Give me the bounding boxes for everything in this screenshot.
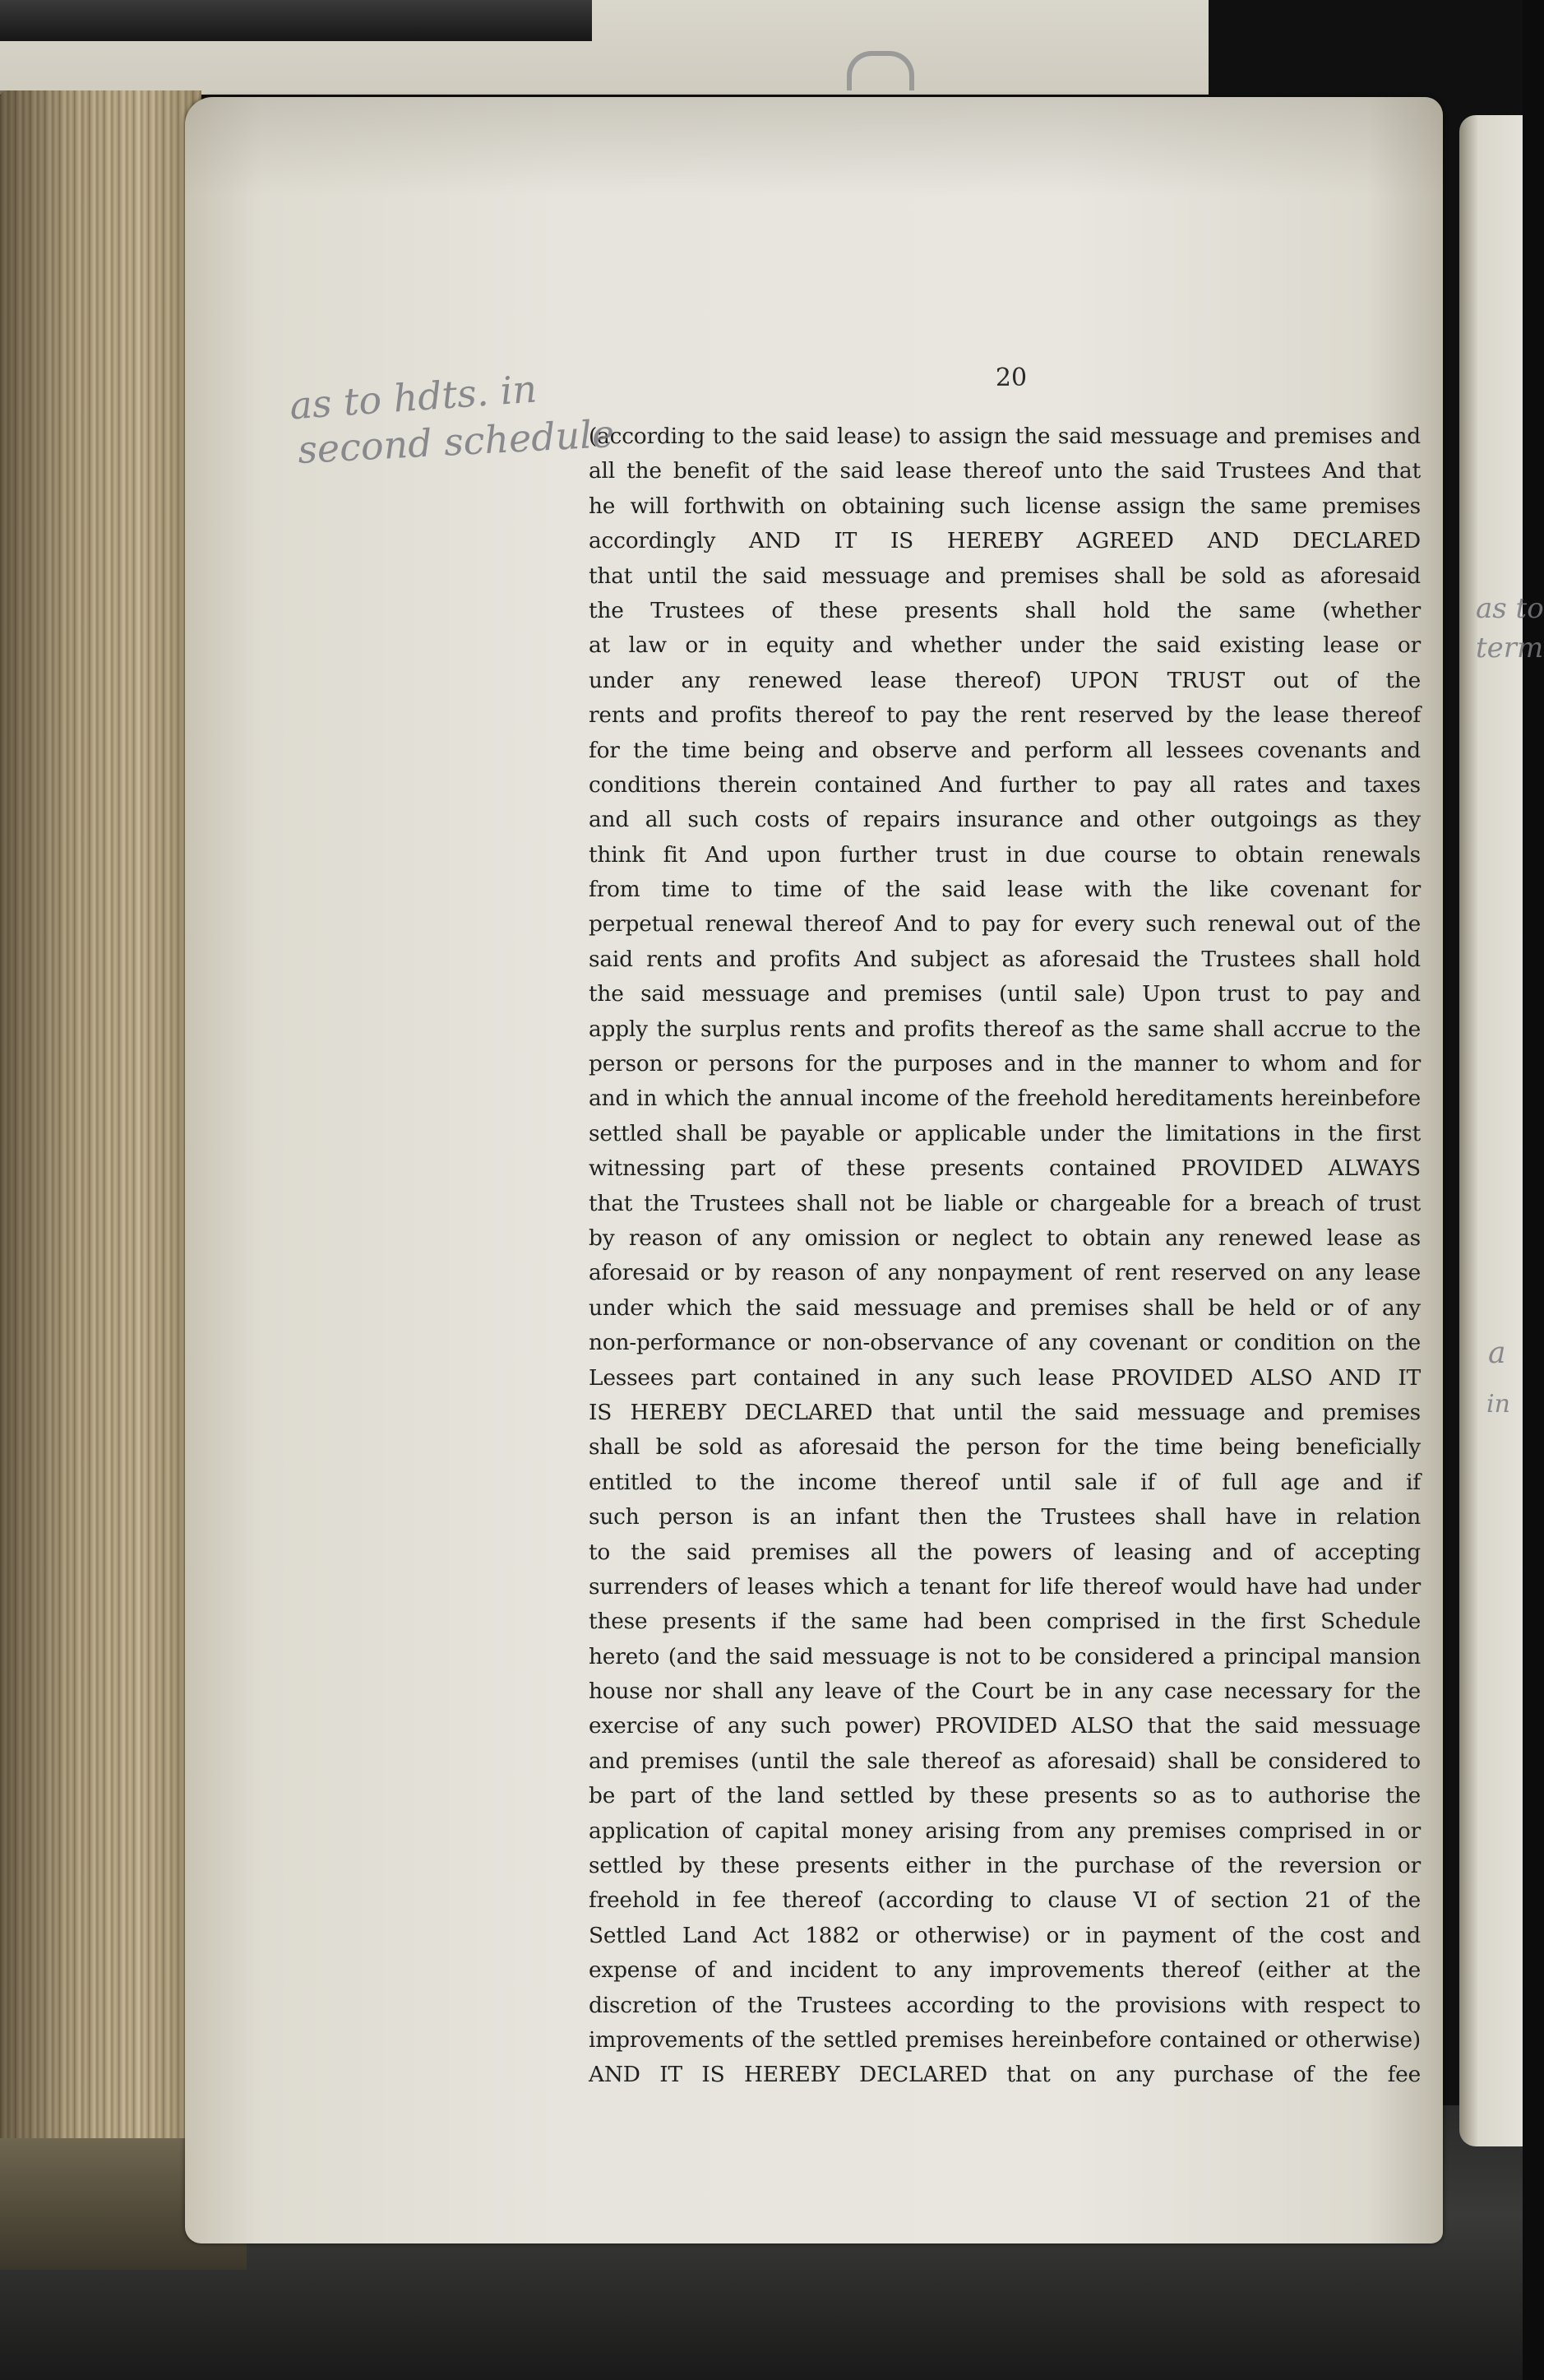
- text-line: he will forthwith on obtaining such license assign the same premises: [589, 493, 1421, 519]
- text-line: said rents and profits And subject as aforesaid the Trustees shall hold: [589, 946, 1421, 972]
- text-line: improvements of the settled premises hereinbefore contained or otherwise): [589, 2026, 1421, 2053]
- text-line: application of capital money arising from any premises comprised in or: [589, 1817, 1421, 1844]
- text-line: house nor shall any leave of the Court be in any case necessary for the: [589, 1679, 1421, 1705]
- handwritten-note: as to: [1476, 592, 1544, 625]
- text-line: conditions therein contained And further to pay all rates and taxes: [589, 771, 1421, 798]
- bookmark-clip-icon: [847, 51, 914, 90]
- text-line: that the Trustees shall not be liable or chargeable for a breach of trust: [589, 1190, 1421, 1216]
- text-line: under any renewed lease thereof) UPON TRUST out of the: [589, 667, 1421, 693]
- text-line: and premises (until the sale thereof as aforesaid) shall be considered to: [589, 1748, 1421, 1774]
- background-shadow: [0, 0, 592, 41]
- text-line: witnessing part of these presents contained PROVIDED ALWAYS: [589, 1155, 1421, 1182]
- text-line: rents and profits thereof to pay the rent reserved by the lease thereof: [589, 702, 1421, 729]
- text-line: settled shall be payable or applicable under the limitations in the first: [589, 1120, 1421, 1146]
- text-line: shall be sold as aforesaid the person for the time being beneficially: [589, 1434, 1421, 1461]
- handwritten-note: as to hdts. in: [288, 366, 539, 428]
- text-line: apply the surplus rents and profits thereof as the same shall accrue to the: [589, 1016, 1421, 1042]
- page-number: 20: [995, 363, 1028, 392]
- text-line: to the said premises all the powers of leasing and of accepting: [589, 1539, 1421, 1565]
- body-text: [589, 419, 1421, 2093]
- text-line: accordingly AND IT IS HEREBY AGREED AND DECLARED: [589, 528, 1421, 554]
- handwritten-note: second schedule: [296, 410, 616, 473]
- text-line: think fit And upon further trust in due course to obtain renewals: [589, 841, 1421, 868]
- text-line: expense of and incident to any improvements thereof (either at the: [589, 1957, 1421, 1984]
- text-line: Lessees part contained in any such lease PROVIDED ALSO AND IT: [589, 1364, 1421, 1391]
- text-line: be part of the land settled by these presents so as to authorise the: [589, 1783, 1421, 1809]
- text-line: freehold in fee thereof (according to clause VI of section 21 of the: [589, 1887, 1421, 1914]
- text-line: aforesaid or by reason of any nonpayment of rent reserved on any lease: [589, 1260, 1421, 1286]
- text-line: and in which the annual income of the freehold hereditaments hereinbefore: [589, 1086, 1421, 1112]
- text-line: such person is an infant then the Trustees shall have in relation: [589, 1504, 1421, 1530]
- text-line: discretion of the Trustees according to the provisions with respect to: [589, 1992, 1421, 2018]
- facing-page-edge: [1459, 115, 1523, 2146]
- text-line: by reason of any omission or neglect to obtain any renewed lease as: [589, 1225, 1421, 1251]
- handwritten-note: a: [1488, 1336, 1506, 1370]
- text-line: from time to time of the said lease with the like covenant for: [589, 877, 1421, 903]
- handwritten-note: in: [1486, 1390, 1510, 1419]
- text-line: (according to the said lease) to assign the said messuage and premises and: [589, 424, 1421, 449]
- text-line: the said messuage and premises (until sale) Upon trust to pay and: [589, 981, 1421, 1007]
- page-shading: [185, 97, 1443, 196]
- text-line: under which the said messuage and premises shall be held or of any: [589, 1294, 1421, 1321]
- handwritten-note: term: [1476, 632, 1544, 664]
- text-line: entitled to the income thereof until sale if of full age and if: [589, 1469, 1421, 1495]
- text-line: all the benefit of the said lease thereof unto the said Trustees And that: [589, 458, 1421, 484]
- text-line: person or persons for the purposes and in the manner to whom and for: [589, 1051, 1421, 1077]
- text-line: at law or in equity and whether under the said existing lease or: [589, 632, 1421, 659]
- text-line: surrenders of leases which a tenant for life thereof would have had under: [589, 1573, 1421, 1600]
- page-edges-shading: [0, 90, 201, 2196]
- text-line: that until the said messuage and premises shall be sold as aforesaid: [589, 563, 1421, 589]
- text-line: Settled Land Act 1882 or otherwise) or in payment of the cost and: [589, 1922, 1421, 1948]
- text-line: for the time being and observe and perform all lessees covenants and: [589, 737, 1421, 763]
- text-line: exercise of any such power) PROVIDED ALSO that the said messuage: [589, 1713, 1421, 1739]
- text-line: hereto (and the said messuage is not to be considered a principal mansion: [589, 1643, 1421, 1669]
- text-line: non-performance or non-observance of any covenant or condition on the: [589, 1330, 1421, 1356]
- text-line: settled by these presents either in the purchase of the reversion or: [589, 1853, 1421, 1879]
- text-line: IS HEREBY DECLARED that until the said messuage and premises: [589, 1399, 1421, 1425]
- text-line: AND IT IS HEREBY DECLARED that on any purchase of the fee: [589, 2062, 1421, 2088]
- text-line: and all such costs of repairs insurance and other outgoings as they: [589, 807, 1421, 833]
- text-line: the Trustees of these presents shall hold the same (whether: [589, 597, 1421, 623]
- text-line: perpetual renewal thereof And to pay for every such renewal out of the: [589, 911, 1421, 938]
- text-line: these presents if the same had been comprised in the first Schedule: [589, 1609, 1421, 1635]
